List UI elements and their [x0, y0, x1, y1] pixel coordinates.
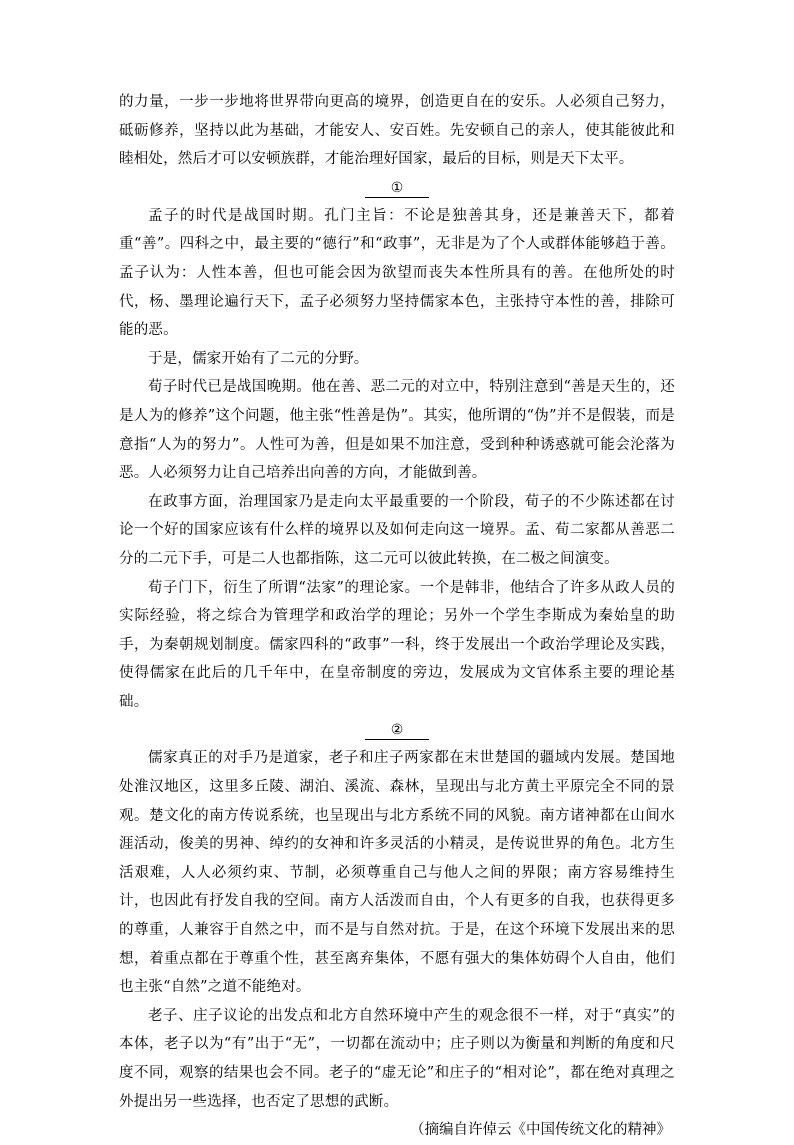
blank-line-1 [119, 174, 675, 202]
source-citation: （摘编自许倬云《中国传统文化的精神》 [410, 1122, 671, 1139]
paragraph-1: 的力量，一步一步地将世界带向更高的境界，创造更自在的安乐。人必须自己努力，砥砺修养，坚持以此为基础，才能安人、安百姓。先安顿自己的亲人，使其能彼此和睦相处，然后才可以安顿族群，才能治理好国家，最后的目标，则是天下太平。 [119, 94, 675, 168]
blank-marker-1: ① [365, 180, 429, 198]
blank-marker-2: ② [365, 722, 429, 740]
paragraph-2: 孟子的时代是战国时期。孔门主旨：不论是独善其身，还是兼善天下，都着重“善”。四科之中，最主要的“德行”和“政事”，无非是为了个人或群体能够趋于善。孟子认为：人性本善，但也可能会因为欲望而丧失本性所具有的善。在他所处的时代，杨、墨理论遍行天下，孟子必须努力坚持儒家本色，主张持守本性的善，排除可能的恶。 [119, 207, 675, 339]
paragraph-7: 儒家真正的对手乃是道家，老子和庄子两家都在末世楚国的疆域内发展。楚国地处淮汉地区，这里多丘陵、湖泊、溪流、森林，呈现出与北方黄土平原完全不同的景观。楚文化的南方传说系统，也呈现出与北方系统不同的风貌。南方诸神都在山间水涯活动，俊美的男神、绰约的女神和许多灵活的小精灵，是传说世界的角色。北方生活艰难，人人必须约束、节制，必须尊重自己与他人之间的界限；南方容易维持生计，也因此有抒发自我的空间。南方人活泼而自由，个人有更多的自我，也获得更多的尊重，人兼容于自然之中，而不是与自然对抗。于是，在这个环境下发展出来的思想，着重点都在于尊重个性，甚至离弃集体，不愿有强大的集体妨碍个人自由，他们也主张“自然”之道不能绝对。 [119, 750, 675, 996]
paragraph-4: 荀子时代已是战国晚期。他在善、恶二元的对立中，特别注意到“善是天生的，还是人为的修养”这个问题，他主张“性善是伪”。其实，他所谓的“伪”并不是假装，而是意指“人为的努力”。人性可为善，但是如果不加注意，受到种种诱惑就可能会沦落为恶。人必须努力让自己培养出向善的方向，才能做到善。 [119, 379, 675, 482]
paragraph-5: 在政事方面，治理国家乃是走向太平最重要的一个阶段，荀子的不少陈述都在讨论一个好的国家应该有什么样的境界以及如何走向这一境界。孟、荀二家都从善恶二分的二元下手，可是二人也都指陈，这二元可以彼此转换，在二极之间演变。 [119, 493, 675, 567]
paragraph-8: 老子、庄子议论的出发点和北方自然环境中产生的观念很不一样，对于“真实”的本体，老子以为“有”出于“无”，一切都在流动中；庄子则以为衡量和判断的角度和尺度不同，观察的结果也会不同。老子的“虚无论”和庄子的“相对论”，都在绝对真理之外提出另一些选择，也否定了思想的武断。 [119, 1007, 675, 1110]
blank-line-2 [119, 716, 675, 744]
paragraph-3: 于是，儒家开始有了二元的分野。 [148, 350, 369, 367]
document-page [119, 88, 675, 1145]
paragraph-6: 荀子门下，衍生了所谓“法家”的理论家。一个是韩非，他结合了许多从政人员的实际经验，将之综合为管理学和政治学的理论；另外一个学生李斯成为秦始皇的助手，为秦朝规划制度。儒家四科的“政事”一科，终于发展出一个政治学理论及实践，使得儒家在此后的几千年中，在皇帝制度的旁边，发展成为文官体系主要的理论基础。 [119, 579, 675, 710]
